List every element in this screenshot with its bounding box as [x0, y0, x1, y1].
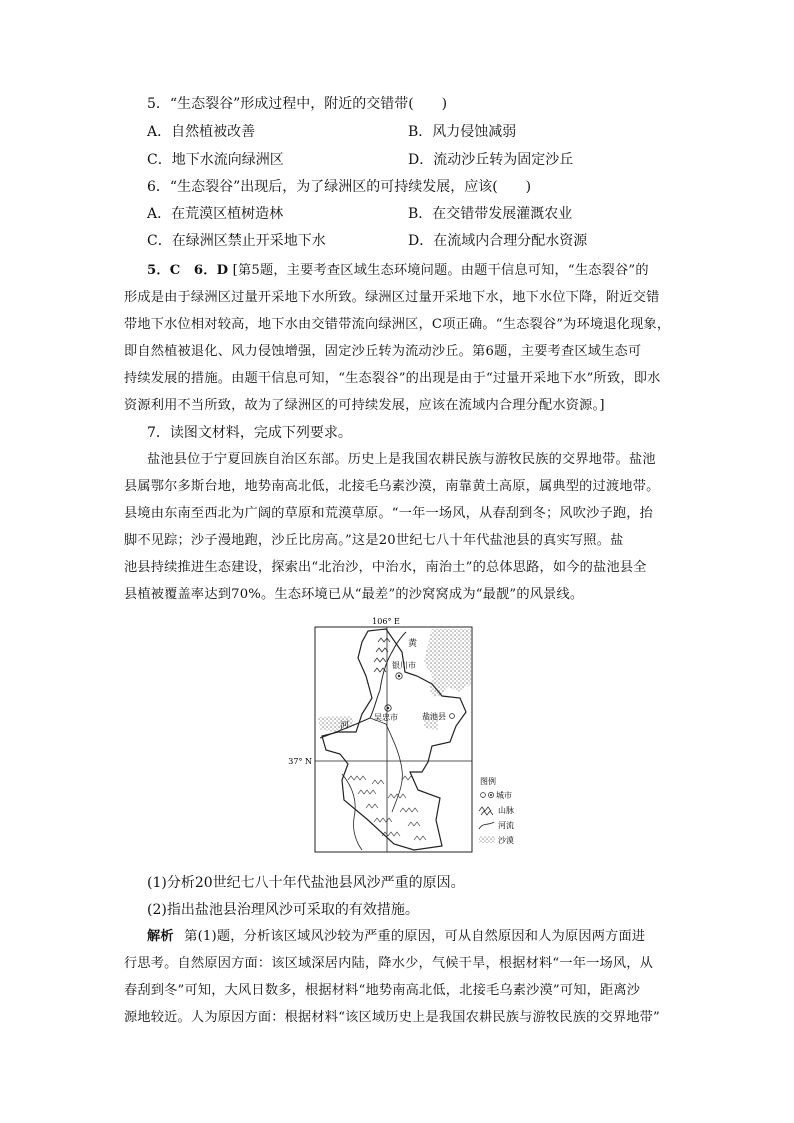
city-label: 吴忠市: [374, 713, 398, 722]
answer-line: 即自然植被退化、风力侵蚀增强，固定沙丘转为流动沙丘。第6题，主要考查区域生态可: [124, 344, 642, 359]
legend-mountain-label: 山脉: [498, 806, 514, 815]
q6-option-d: D．在流域内合理分配水资源: [408, 233, 588, 249]
q5-option-b: B．风力侵蚀减弱: [408, 124, 517, 140]
answer-line: 形成是由于绿洲区过量开采地下水所致。绿洲区过量开采地下水，地下水位下降，附近交错: [124, 290, 660, 305]
city-wuzhong: [374, 705, 398, 722]
q6-option-c: C．在绿洲区禁止开采地下水: [147, 233, 326, 249]
legend-city-label: 城市: [496, 791, 512, 800]
q5-stem: 5．“生态裂谷”形成过程中，附近的交错带( ): [147, 96, 448, 112]
city-yinchuan: [392, 660, 416, 679]
city-label: 银川市: [392, 661, 416, 670]
q7-stem: 7．读图文材料，完成下列要求。: [147, 425, 352, 441]
q5-option-a: A．自然植被改善: [147, 124, 256, 140]
q6-option-a: A．在荒漠区植树造林: [147, 206, 284, 222]
longitude-label: 106° E: [372, 617, 400, 626]
q6-option-b: B．在交错带发展灌溉农业: [408, 206, 573, 222]
material-line: 脚不见踪；沙子漫地跑，沙丘比房高。”这是20世纪七八十年代盐池县的真实写照。盐: [124, 533, 624, 548]
tributary-river: [386, 724, 402, 812]
material-line: 盐池县位于宁夏回族自治区东部。历史上是我国农耕民族与游牧民族的交界地带。盐池: [147, 452, 656, 467]
answer-line: 持续发展的措施。由题干信息可知，“生态裂谷”的出现是由于“过量开采地下水”所致，即水: [124, 371, 661, 386]
city-marker-dot: [387, 707, 389, 709]
city-marker-dot: [398, 675, 400, 677]
answer-5-6-first-line: [147, 262, 649, 280]
q7-sub2: (2)指出盐池县治理风沙可采取的有效措施。: [147, 902, 419, 918]
legend-title: 图例: [480, 777, 496, 786]
legend-desert-icon: [479, 836, 495, 843]
river-label-huang: 黄: [408, 639, 418, 649]
river-label-he: 河: [340, 721, 350, 731]
material-line: 县属鄂尔多斯台地，地势南高北低，北接毛乌素沙漠，南靠黄土高原，属典型的过渡地带。: [124, 479, 660, 494]
material-line: 池县持续推进生态建设，探索出“北治沙，中治水，南治土”的总体思路，如今的盐池县全: [124, 560, 647, 575]
helan-mountains: [374, 638, 390, 672]
material-line: 县植被覆盖率达到70%。生态环境已从“最差”的沙窝窝成为“最靓”的风景线。: [124, 587, 584, 602]
answer-key: 5．C 6．D: [147, 263, 229, 278]
analysis-label: 解析: [147, 929, 174, 944]
answer-line: 带地下水位相对较高，地下水由交错带流向绿洲区，C项正确。“生态裂谷”为环境退化现象，: [124, 317, 671, 332]
city-label: 盐池县: [422, 712, 446, 721]
legend-mountain-icon: [479, 807, 491, 811]
q5-option-d: D．流动沙丘转为固定沙丘: [408, 152, 574, 168]
analysis-line: 源地较近。人为原因方面：根据材料“该区域历史上是我国农耕民族与游牧民族的交界地带”: [124, 1010, 660, 1025]
answer-line: 资源利用不当所致，故为了绿洲区的可持续发展，应该在流域内合理分配水资源。]: [124, 398, 605, 413]
analysis-line: 春刮到冬”可知，大风日数多，根据材料“地势南高北低，北接毛乌素沙漠”可知，距离沙: [124, 983, 641, 998]
answer-text: [第5题，主要考查区域生态环境问题。由题干信息可知，“生态裂谷”的: [232, 263, 649, 278]
q5-option-c: C．地下水流向绿洲区: [147, 152, 284, 168]
legend-river-label: 河流: [498, 821, 514, 830]
material-line: 县境由东南至西北为广阔的草原和荒漠草原。“一年一场风，从春刮到冬；风吹沙子跑，抬: [124, 506, 654, 521]
legend-river-icon: [479, 822, 494, 829]
city-yanchi: [422, 711, 454, 721]
map-legend: [479, 776, 514, 845]
q6-stem: 6．“生态裂谷”出现后，为了绿洲区的可持续发展，应该( ): [147, 179, 532, 195]
desert-area: [424, 629, 471, 698]
analysis-line: 行思考。自然原因方面：该区域深居内陆，降水少，气候干旱，根据材料“一年一场风，从: [124, 956, 654, 971]
latitude-label: 37° N: [288, 757, 312, 766]
analysis-first-line: [147, 928, 645, 946]
legend-county-icon: [481, 793, 486, 798]
county-marker: [450, 714, 455, 719]
analysis-text: 第(1)题，分析该区域风沙较为严重的原因，可从自然原因和人为原因两方面进: [184, 929, 646, 944]
q7-sub1: (1)分析20世纪七八十年代盐池县风沙严重的原因。: [147, 875, 465, 891]
yanchi-map: [282, 614, 552, 862]
legend-desert-label: 沙漠: [498, 836, 514, 845]
